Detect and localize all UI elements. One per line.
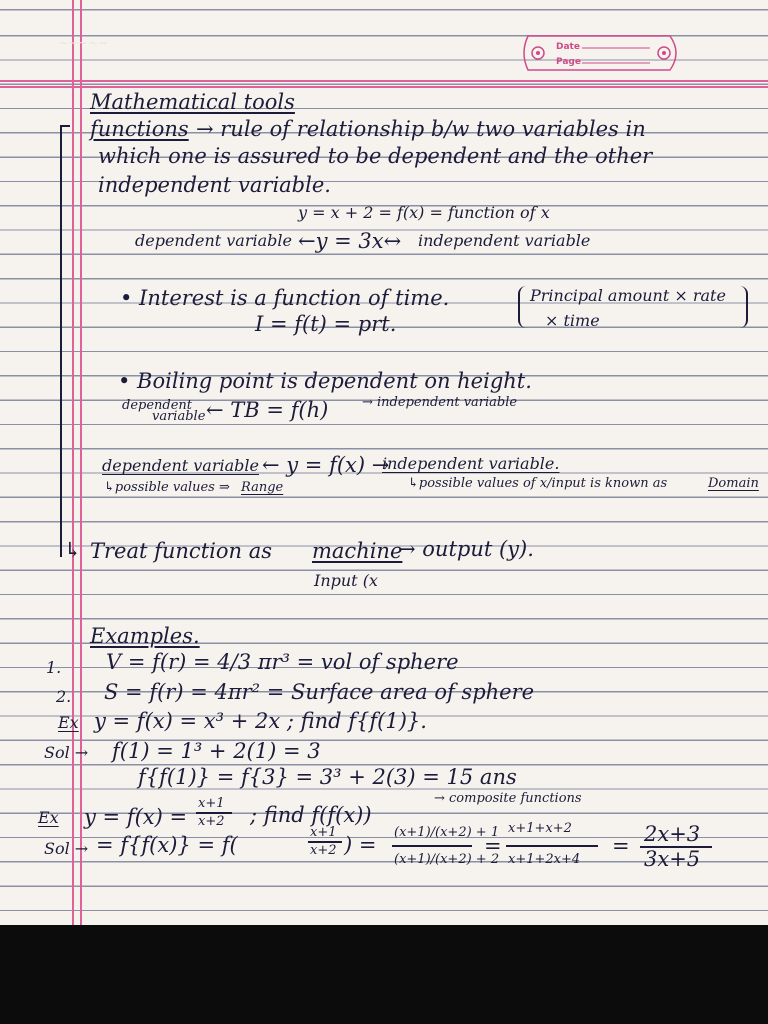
- header-rule-2: [0, 86, 768, 88]
- solution-2-b-denominator: (x+1)/(x+2) + 2: [394, 852, 500, 867]
- equation-2-independent: independent variable: [418, 231, 591, 250]
- example-3: y = f(x) = x³ + 2x ; find f{f(1)}.: [94, 709, 427, 733]
- header-rule-1: [0, 80, 768, 82]
- solution-2-equals-2: =: [612, 834, 630, 858]
- notes-title: Mathematical tools: [90, 90, 295, 114]
- solution-2-equals-1: =: [484, 834, 502, 858]
- example-3-label: Ex: [58, 713, 79, 732]
- interest-brace-1: Principal amount × rate: [530, 286, 726, 305]
- example-4-rhs: ; find f(f(x)): [250, 803, 372, 827]
- boiling-equation: ← TB = f(h): [206, 398, 329, 422]
- margin-line-left: [72, 0, 74, 925]
- example-4-numerator: x+1: [198, 796, 225, 811]
- solution-2-a-end: ) =: [344, 833, 377, 857]
- solution-2-c-numerator: x+1+x+2: [508, 821, 572, 836]
- example-4-label: Ex: [38, 808, 59, 827]
- equation-1: y = x + 2 = f(x) = function of x: [298, 203, 550, 222]
- functions-definition-3: independent variable.: [98, 173, 331, 197]
- solution-1-step-b: f{f(1)} = f{3} = 3³ + 2(3) = 15 ans: [138, 765, 517, 789]
- solution-1-step-a: f(1) = 1³ + 2(1) = 3: [112, 739, 321, 763]
- equation-2-dependent: dependent variable: [135, 231, 292, 250]
- example-1: V = f(r) = 4/3 πr³ = vol of sphere: [106, 650, 459, 674]
- solution-2-c-fraction-bar: [506, 845, 598, 847]
- solution-2-b-numerator: (x+1)/(x+2) + 1: [394, 825, 500, 840]
- solution-2-a-numerator: x+1: [310, 825, 337, 840]
- page-label: Page: [556, 57, 581, 67]
- date-label: Date: [556, 42, 580, 52]
- date-page-stamp: [520, 32, 682, 74]
- example-4-note: → composite functions: [434, 791, 582, 806]
- machine-arrow: ↳: [64, 538, 82, 562]
- examples-title: Examples.: [90, 624, 200, 648]
- interest-brace-2: × time: [545, 311, 600, 330]
- example-1-number: 1.: [46, 658, 62, 677]
- solution-1-label: Sol →: [44, 743, 89, 762]
- date-stamp-frame: [520, 32, 682, 74]
- functions-definition-2: which one is assured to be dependent and the other: [98, 144, 653, 168]
- solution-2-d-numerator: 2x+3: [644, 822, 701, 846]
- solution-2-d-denominator: 3x+5: [644, 847, 701, 871]
- interest-line: • Interest is a function of time.: [120, 286, 450, 310]
- section-bracket: [60, 125, 70, 557]
- domain-note: ↳possible values of x/input is known as: [408, 476, 668, 491]
- example-4-denominator: x+2: [198, 814, 225, 829]
- solution-2-b-fraction-bar: [392, 845, 472, 847]
- faint-bleed-through: ~~~~~: [58, 36, 109, 50]
- solution-2-label: Sol →: [44, 839, 89, 858]
- machine-word: machine: [312, 539, 403, 563]
- range-word: Range: [241, 480, 284, 495]
- solution-2-a-denominator: x+2: [310, 843, 337, 858]
- independent-variable-label: independent variable.: [382, 454, 560, 473]
- machine-output: → output (y).: [398, 537, 534, 561]
- dv-equation: ← y = f(x) →: [262, 453, 390, 477]
- example-4-lhs: y = f(x) =: [84, 805, 188, 829]
- equation-2-center: ←y = 3x↔: [298, 229, 402, 253]
- boiling-dependent-2: variable: [152, 409, 206, 424]
- domain-word: Domain: [708, 476, 759, 491]
- interest-equation: I = f(t) = prt.: [255, 312, 397, 336]
- functions-term: functions: [90, 117, 189, 141]
- boiling-independent: → independent variable: [362, 395, 518, 410]
- boiling-dependent-1: dependent: [122, 398, 193, 413]
- solution-2-step-a: = f{f(x)} = f(: [96, 833, 238, 857]
- example-2-number: 2.: [56, 687, 72, 706]
- functions-definition: → rule of relationship b/w two variables in: [196, 117, 646, 141]
- input-text: Input (x: [314, 571, 378, 590]
- machine-text: Treat function as: [90, 539, 272, 563]
- interest-left-brace: [518, 286, 528, 328]
- solution-2-c-denominator: x+1+2x+4: [508, 852, 581, 867]
- range-note: ↳possible values ⇒: [104, 480, 230, 495]
- margin-line-right: [80, 0, 82, 925]
- interest-right-brace: [738, 286, 748, 328]
- example-2: S = f(r) = 4πr² = Surface area of sphere: [104, 680, 535, 704]
- dependent-variable-label: dependent variable: [102, 456, 259, 475]
- dark-background-below-page: [0, 925, 768, 1024]
- boiling-line: • Boiling point is dependent on height.: [118, 369, 532, 393]
